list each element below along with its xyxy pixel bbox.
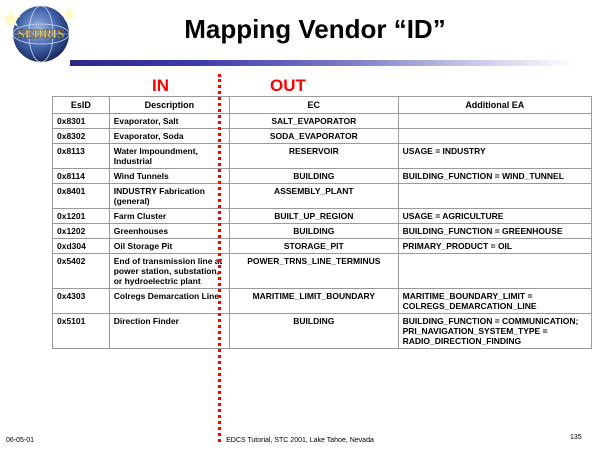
cell-esid: 0x5101: [53, 314, 110, 349]
cell-description: Evaporator, Salt: [109, 114, 229, 129]
cell-ea: [398, 254, 591, 289]
cell-ec: BUILDING: [230, 314, 399, 349]
footer-date: 06-05-01: [6, 437, 35, 444]
cell-description: Water Impoundment, Industrial: [109, 144, 229, 169]
cell-ec: BUILDING: [230, 224, 399, 239]
cell-esid: 0x1202: [53, 224, 110, 239]
cell-ec: POWER_TRNS_LINE_TERMINUS: [230, 254, 399, 289]
cell-ec: STORAGE_PIT: [230, 239, 399, 254]
cell-esid: 0x8302: [53, 129, 110, 144]
table-row: [53, 144, 592, 169]
table-row: [53, 209, 592, 224]
cell-esid: 0x8113: [53, 144, 110, 169]
cell-esid: 0x8114: [53, 169, 110, 184]
in-label: IN: [152, 76, 169, 95]
table-row: [53, 169, 592, 184]
table-row: [53, 129, 592, 144]
cell-description: INDUSTRY Fabrication (general): [109, 184, 229, 209]
cell-ea: BUILDING_FUNCTION = COMMUNICATION; PRI_NAVIGATION_SYSTEM_TYPE = RADIO_DIRECTION_FINDING: [398, 314, 591, 349]
cell-esid: 0x4303: [53, 289, 110, 314]
cell-ea: BUILDING_FUNCTION = WIND_TUNNEL: [398, 169, 591, 184]
header-ec: EC: [230, 97, 399, 114]
cell-ea: [398, 114, 591, 129]
cell-ea: USAGE = INDUSTRY: [398, 144, 591, 169]
sedris-logo: [3, 3, 81, 65]
cell-ea: USAGE = AGRICULTURE: [398, 209, 591, 224]
cell-ec: SALT_EVAPORATOR: [230, 114, 399, 129]
cell-ec: ASSEMBLY_PLANT: [230, 184, 399, 209]
cell-esid: 0xd304: [53, 239, 110, 254]
cell-description: Evaporator, Soda: [109, 129, 229, 144]
table-row: [53, 314, 592, 349]
page-number: 135: [570, 434, 582, 441]
slide-title: Mapping Vendor “ID”: [184, 14, 446, 44]
table-row: [53, 254, 592, 289]
cell-description: Greenhouses: [109, 224, 229, 239]
cell-description: End of transmission line at power station, substation, or hydroelectric plant: [109, 254, 229, 289]
table-row: [53, 184, 592, 209]
mapping-table: [52, 96, 592, 349]
cell-ec: BUILT_UP_REGION: [230, 209, 399, 224]
title-underline-bar: [70, 60, 575, 66]
table-row: [53, 114, 592, 129]
table-header-row: [53, 97, 592, 114]
cell-description: Farm Cluster: [109, 209, 229, 224]
table-row: [53, 224, 592, 239]
table-row: [53, 239, 592, 254]
in-out-divider-line: [218, 74, 221, 442]
cell-esid: 0x8301: [53, 114, 110, 129]
cell-ea: MARITIME_BOUNDARY_LIMIT = COLREGS_DEMARCATION_LINE: [398, 289, 591, 314]
logo-text: SEDRIS: [17, 26, 65, 41]
header-esid: EsID: [53, 97, 110, 114]
out-label: OUT: [270, 76, 306, 95]
header-description: Description: [109, 97, 229, 114]
cell-ea: PRIMARY_PRODUCT = OIL: [398, 239, 591, 254]
cell-ec: MARITIME_LIMIT_BOUNDARY: [230, 289, 399, 314]
cell-description: Oil Storage Pit: [109, 239, 229, 254]
header-additional-ea: Additional EA: [398, 97, 591, 114]
table-row: [53, 289, 592, 314]
cell-esid: 0x5402: [53, 254, 110, 289]
cell-ea: [398, 129, 591, 144]
cell-ec: RESERVOIR: [230, 144, 399, 169]
cell-description: Direction Finder: [109, 314, 229, 349]
cell-esid: 0x8401: [53, 184, 110, 209]
cell-ea: [398, 184, 591, 209]
cell-description: Wind Tunnels: [109, 169, 229, 184]
cell-ec: BUILDING: [230, 169, 399, 184]
cell-ec: SODA_EVAPORATOR: [230, 129, 399, 144]
cell-esid: 0x1201: [53, 209, 110, 224]
cell-ea: BUILDING_FUNCTION = GREENHOUSE: [398, 224, 591, 239]
footer-caption: EDCS Tutorial, STC 2001, Lake Tahoe, Nevada: [226, 437, 374, 444]
cell-description: Colregs Demarcation Line: [109, 289, 229, 314]
